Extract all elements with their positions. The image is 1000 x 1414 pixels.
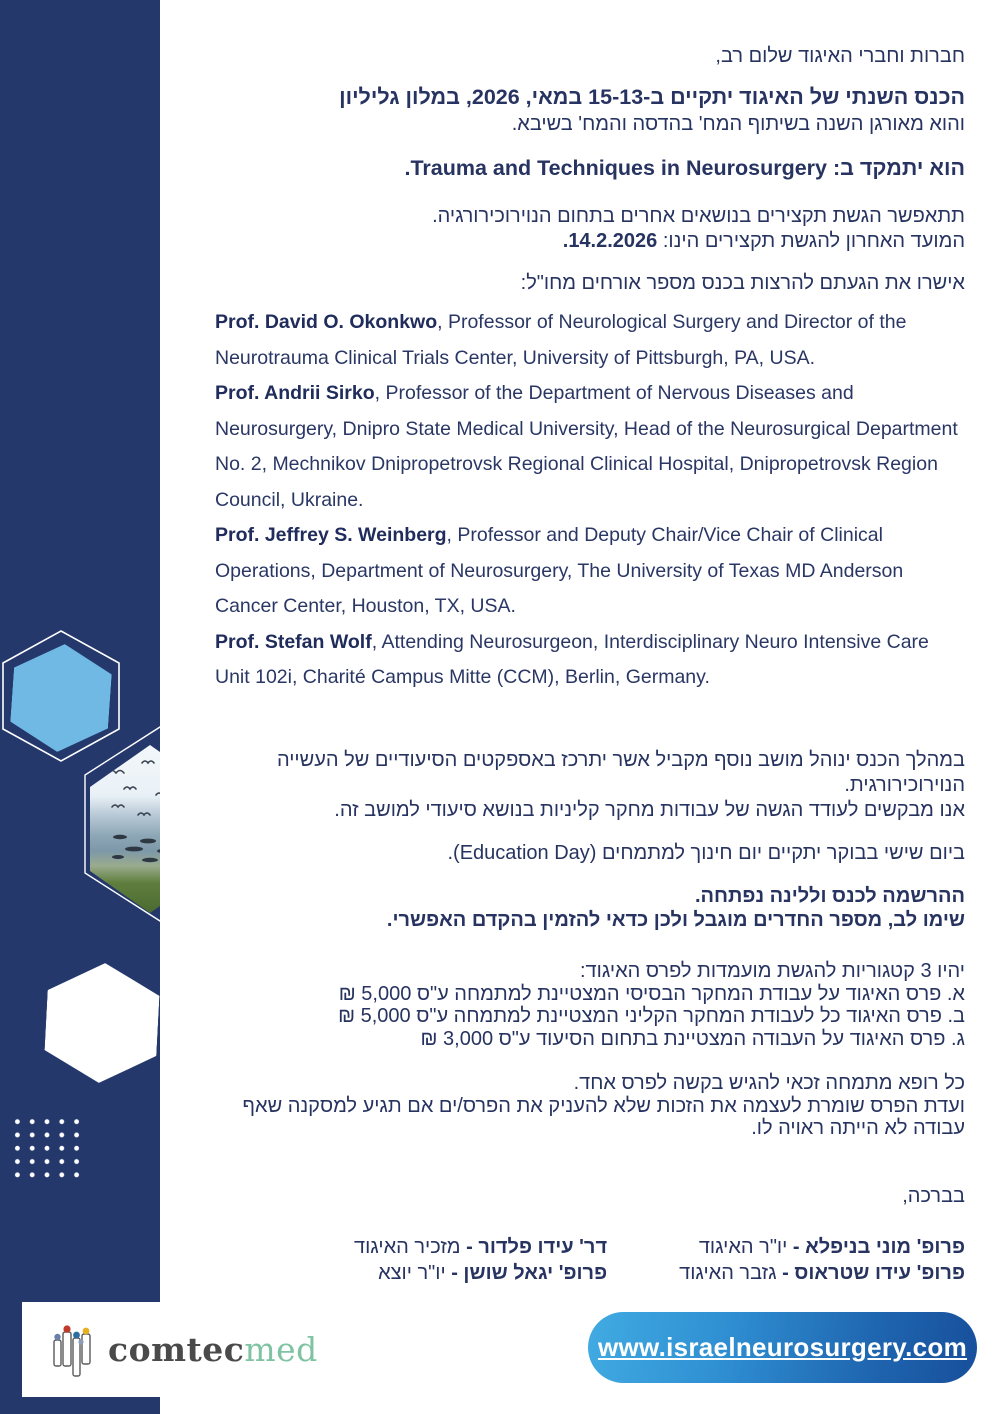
signature-column-right <box>679 1234 965 1286</box>
rooms-limited-line: שימו לב, מספר החדרים מוגבל ולכן כדאי להזמין בהקדם האפשרי. <box>386 909 965 931</box>
speaker-name: Prof. Stefan Wolf <box>215 630 372 653</box>
prize-item: ג. פרס האיגוד על העבודה המצטיינת בתחום הסיעוד ע"ס 3,000 ₪ <box>420 1027 965 1050</box>
speaker-details: , Professor of Neurological Surgery and Director of the Neurotrauma Clinical Trials Center, University of Pittsburgh, PA, USA. <box>215 311 907 369</box>
nursing-submission-line: אנו מבקשים לעודד הגשה של עבודות מחקר קליניות בנושא סיעודי למושב זה. <box>334 799 965 821</box>
committee-rights-line: ועדת הפרס שומרת לעצמה את הזכות שלא להעניק את הפרס/ים אם תגיע למסקנה שאף עבודה לא הייתה ראויה לו. <box>242 1094 965 1139</box>
closing-line: בברכה, <box>902 1185 965 1207</box>
speaker-name: Prof. David O. Okonkwo <box>215 311 438 333</box>
signer-name: דר' עידו פלדור - <box>460 1236 608 1258</box>
prizes-section <box>215 960 965 1050</box>
nursing-session-line: במהלך הכנס ינוהל מושב נוסף מקביל אשר יתרכז באספקטים הסיעודיים של העשייה הנוירוכירורגית. <box>276 749 965 796</box>
abstracts-deadline-line <box>215 229 965 254</box>
speaker-details: , Professor of the Department of Nervous Diseases and Neurosurgery, Dnipro State Medical University, Head of the Neurosurgical Department No. 2, Mechnikov Dnipropetrovsk Regional Clinical Hospital, Dnipropetrovsk Region Council, Ukraine. <box>215 382 958 511</box>
prize-item: ב. פרס האיגוד כל לעבודת המחקר הקליני המצטיינת למתמחה ע"ס 5,000 ₪ <box>338 1005 965 1027</box>
signature-row <box>679 1234 965 1260</box>
signatures <box>215 1234 965 1286</box>
speaker-entry <box>215 518 965 625</box>
signer-role: יו"ר האיגוד <box>698 1236 788 1258</box>
speaker-entry <box>215 376 965 518</box>
logo-text-med: med <box>244 1330 318 1369</box>
signature-row <box>679 1260 965 1286</box>
speaker-name: Prof. Jeffrey S. Weinberg <box>215 524 447 546</box>
abstracts-section <box>215 204 965 254</box>
guests-intro-line: אישרו את הגעתם להרצות בכנס מספר אורחים מחו"ל: <box>520 272 965 294</box>
signer-name: פרופ' יגאל שושן - <box>445 1262 608 1284</box>
conference-dates-line: הכנס השנתי של האיגוד יתקיים ב-13‏-15 במאי, 2026, במלון גליליון <box>339 85 965 109</box>
signature-row <box>354 1234 607 1260</box>
signature-column-left <box>354 1234 607 1286</box>
prize-item: א. פרס האיגוד על עבודת המחקר הבסיסי המצטיינת למתמחה ע"ס 5,000 ₪ <box>338 982 965 1005</box>
signature-row <box>354 1260 607 1286</box>
signer-name: פרופ' מוני בניפלא - <box>787 1236 965 1258</box>
sidebar-decoration <box>0 0 160 1414</box>
comtecmed-logo <box>22 1302 482 1397</box>
abstracts-line: תתאפשר הגשת תקצירים בנושאים אחרים בתחום הנוירוכירורגיה. <box>432 205 965 227</box>
logo-text-comtec: comtec <box>108 1330 245 1369</box>
nursing-session-section <box>215 748 965 823</box>
signer-role: יו"ר יוצא <box>378 1262 446 1284</box>
education-day-line: ביום שישי בבוקר יתקיים יום חינוך למתמחים (Education Day). <box>447 842 965 864</box>
signer-name: פרופ' עידו שטראוס - <box>776 1262 965 1284</box>
signer-role: גזבר האיגוד <box>679 1262 777 1284</box>
speaker-name: Prof. Andrii Sirko <box>215 382 375 404</box>
speaker-details: , Attending Neurosurgeon, Interdisciplinary Neuro Intensive Care Unit 102i, Charité Campus Mitte (CCM), Berlin, Germany. <box>215 630 929 688</box>
speaker-entry <box>215 305 965 376</box>
registration-section <box>215 884 965 932</box>
prize-rules-section <box>215 1072 965 1140</box>
signer-role: מזכיר האיגוד <box>354 1236 461 1258</box>
dot-grid-icon <box>8 1113 82 1180</box>
comtecmed-people-icon <box>48 1322 96 1378</box>
comtecmed-wordmark <box>108 1330 318 1369</box>
speaker-entry <box>215 625 965 696</box>
speaker-details: , Professor and Deputy Chair/Vice Chair of Clinical Operations, Department of Neurosurgery, The University of Texas MD Anderson Cancer Center, Houston, TX, USA. <box>215 524 904 617</box>
deadline-date: 14.2.2026. <box>562 230 658 252</box>
website-link-button[interactable] <box>588 1312 977 1383</box>
conference-announcement <box>215 84 965 138</box>
prizes-intro-line: יהיו 3 קטגוריות להגשת מועמדות לפרס האיגוד: <box>579 960 965 982</box>
conference-organizers-line: והוא מאורגן השנה בשיתוף המח' בהדסה והמח' בשיבא. <box>511 113 965 135</box>
white-hexagon-icon <box>43 960 160 1086</box>
website-url: www.israelneurosurgery.com <box>597 1332 968 1362</box>
speakers-list <box>215 305 965 696</box>
registration-open-line: ההרשמה לכנס וללינה נפתחה. <box>694 885 965 907</box>
greeting-line: חברות וחברי האיגוד שלום רב, <box>715 45 965 67</box>
one-prize-rule-line: כל רופא מתמחה זכאי להגיש בקשה לפרס אחד. <box>573 1072 965 1094</box>
deadline-prefix: המועד האחרון להגשת תקצירים הינו: <box>657 230 965 252</box>
conference-topic-line: הוא יתמקד ב: Trauma and Techniques in Neurosurgery. <box>404 156 965 180</box>
